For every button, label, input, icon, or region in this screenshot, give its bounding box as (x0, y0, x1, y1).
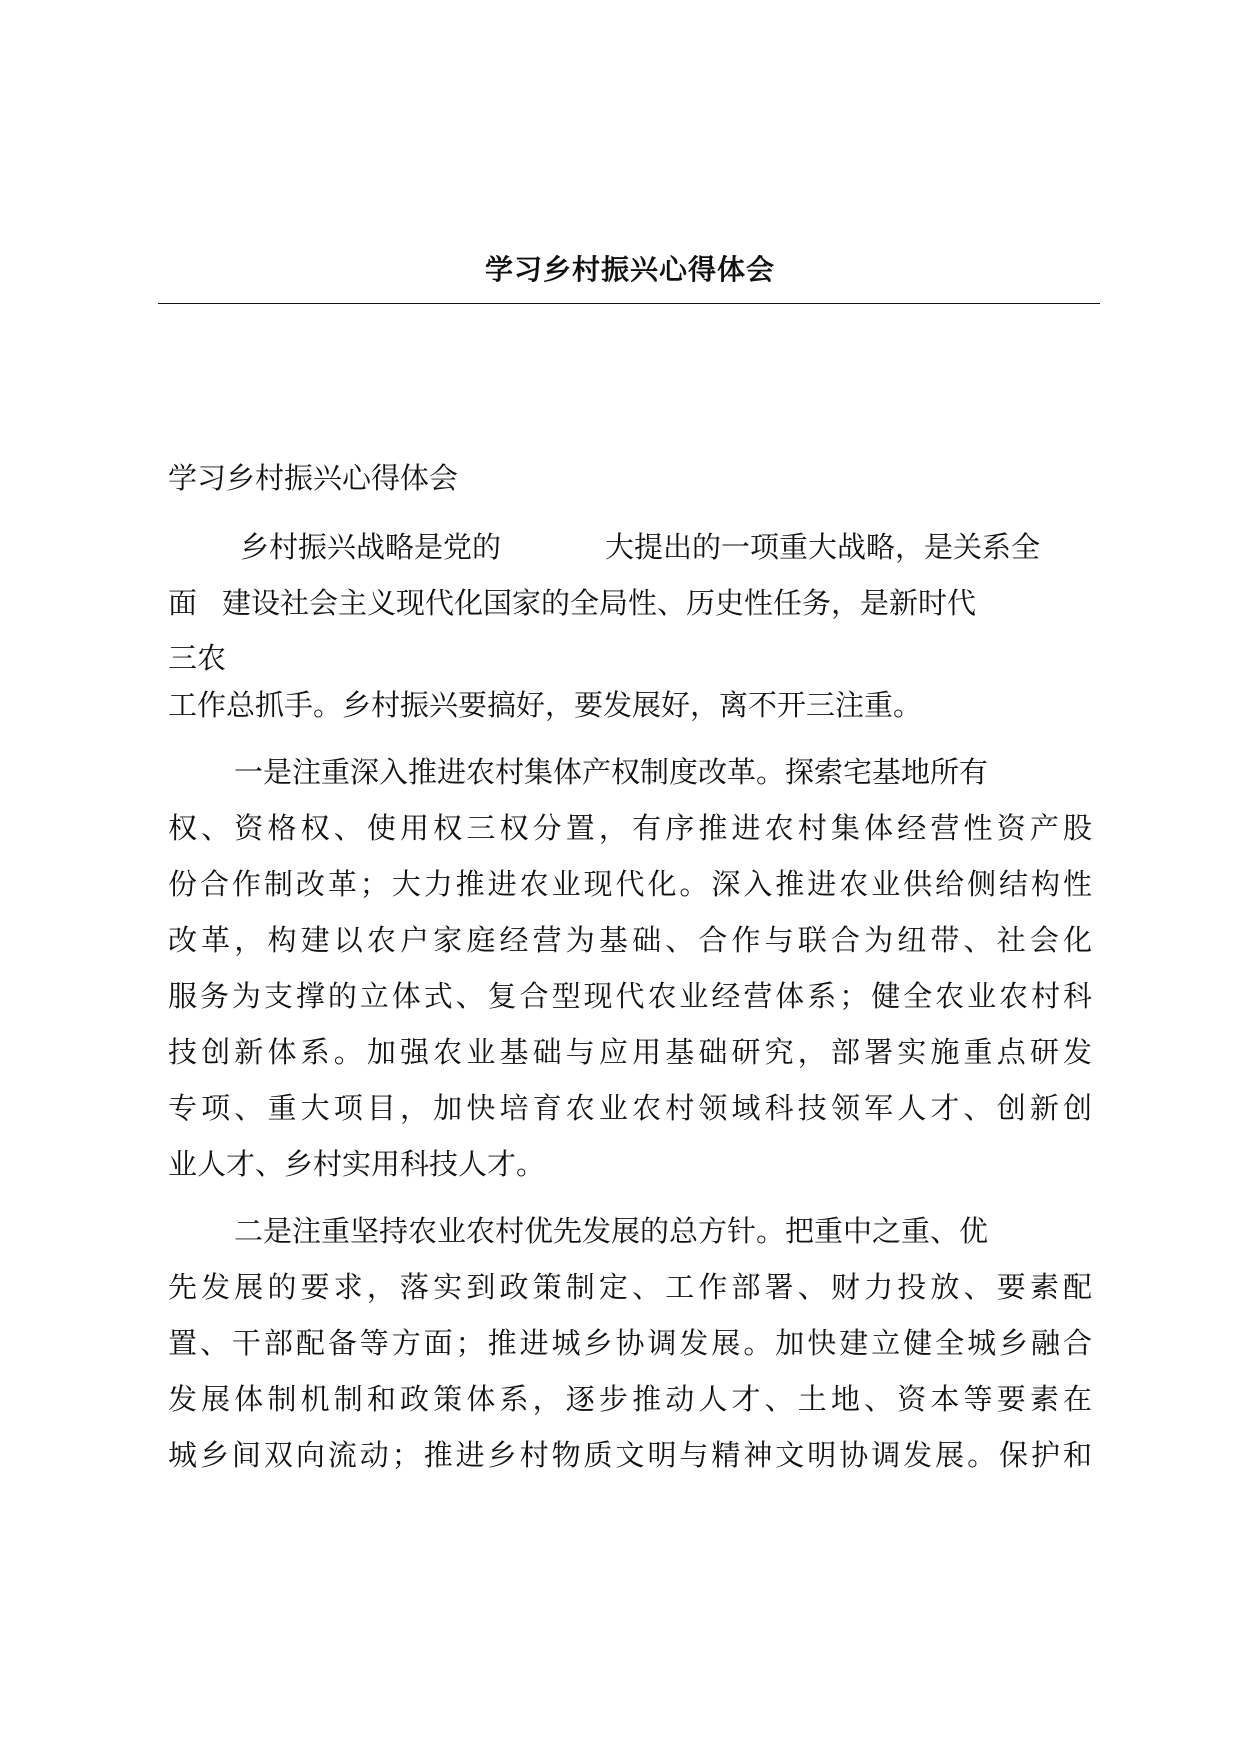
paragraph-line: 业人才、乡村实用科技人才。 (168, 1147, 546, 1181)
paragraph-line: 置、干部配备等方面；推进城乡协调发展。加快建立健全城乡融合 (168, 1326, 1092, 1360)
intro-line: 大提出的一项重大战略，是关系全 (605, 530, 1041, 564)
page-header-title: 学习乡村振兴心得体会 (484, 253, 775, 286)
intro-line: 乡村振兴战略是党的 (240, 530, 502, 564)
paragraph-line: 城乡间双向流动；推进乡村物质文明与精神文明协调发展。保护和 (168, 1438, 1092, 1472)
intro-line: 三农 (168, 641, 227, 675)
paragraph-line: 份合作制改革；大力推进农业现代化。深入推进农业供给侧结构性 (168, 867, 1092, 901)
paragraph-line: 先发展的要求，落实到政策制定、工作部署、财力投放、要素配 (168, 1270, 1092, 1304)
document-heading: 学习乡村振兴心得体会 (168, 461, 459, 495)
intro-line: 面 (168, 586, 198, 620)
paragraph-line: 发展体制机制和政策体系，逐步推动人才、土地、资本等要素在 (168, 1382, 1092, 1416)
paragraph-line: 技创新体系。加强农业基础与应用基础研究，部署实施重点研发 (168, 1035, 1092, 1069)
paragraph-line: 专项、重大项目，加快培育农业农村领域科技领军人才、创新创 (168, 1091, 1092, 1125)
paragraph-line: 权、资格权、使用权三权分置，有序推进农村集体经营性资产股 (168, 811, 1092, 845)
paragraph-line: 二是注重坚持农业农村优先发展的总方针。把重中之重、优 (234, 1214, 989, 1248)
header-divider (158, 303, 1100, 304)
paragraph-line: 改革，构建以农户家庭经营为基础、合作与联合为纽带、社会化 (168, 923, 1092, 957)
intro-line: 工作总抓手。乡村振兴要搞好，要发展好，离不开三注重。 (168, 688, 923, 722)
intro-line: 建设社会主义现代化国家的全局性、历史性任务，是新时代 (222, 586, 977, 620)
paragraph-line: 服务为支撑的立体式、复合型现代农业经营体系；健全农业农村科 (168, 979, 1092, 1013)
paragraph-line: 一是注重深入推进农村集体产权制度改革。探索宅基地所有 (234, 755, 989, 789)
